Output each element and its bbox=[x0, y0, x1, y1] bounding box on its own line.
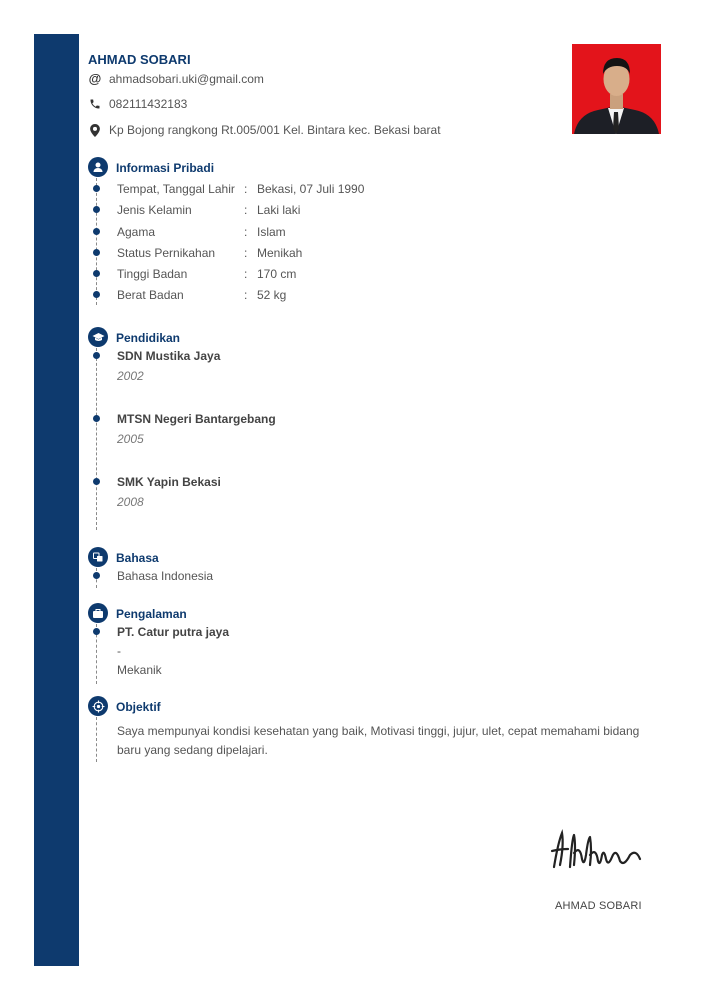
experience-role: Mekanik bbox=[117, 663, 162, 677]
briefcase-icon bbox=[88, 603, 108, 623]
profile-photo bbox=[572, 44, 661, 134]
education-year: 2005 bbox=[117, 432, 144, 446]
education-year: 2008 bbox=[117, 495, 144, 509]
personal-value: 52 kg bbox=[257, 288, 287, 302]
address-row bbox=[88, 123, 441, 137]
graduation-cap-icon bbox=[88, 327, 108, 347]
timeline-line-education bbox=[96, 348, 97, 530]
section-title-experience: Pengalaman bbox=[116, 607, 187, 621]
personal-value: Laki laki bbox=[257, 203, 301, 217]
target-icon bbox=[88, 696, 108, 716]
phone-text: 082111432183 bbox=[109, 97, 188, 111]
timeline-line-objective bbox=[96, 717, 97, 762]
section-title-education: Pendidikan bbox=[116, 331, 181, 345]
personal-label: Agama bbox=[117, 225, 156, 239]
at-icon: @ bbox=[88, 71, 102, 86]
personal-value: Menikah bbox=[257, 246, 303, 260]
translate-icon bbox=[88, 547, 108, 567]
person-icon bbox=[88, 157, 108, 177]
personal-separator: : bbox=[244, 267, 248, 281]
personal-label: Berat Badan bbox=[117, 288, 184, 302]
personal-separator: : bbox=[244, 203, 248, 217]
section-title-language: Bahasa bbox=[116, 551, 159, 565]
location-pin-icon bbox=[88, 124, 102, 137]
personal-separator: : bbox=[244, 288, 248, 302]
timeline-dot bbox=[93, 249, 100, 256]
personal-label: Tinggi Badan bbox=[117, 267, 188, 281]
candidate-name: AHMAD SOBARI bbox=[88, 52, 191, 67]
personal-separator: : bbox=[244, 182, 248, 196]
education-year: 2002 bbox=[117, 369, 144, 383]
timeline-dot bbox=[93, 291, 100, 298]
personal-label: Tempat, Tanggal Lahir bbox=[117, 182, 235, 196]
personal-value: 170 cm bbox=[257, 267, 297, 281]
phone-icon bbox=[88, 98, 102, 110]
email-text: ahmadsobari.uki@gmail.com bbox=[109, 71, 264, 86]
personal-value: Islam bbox=[257, 225, 286, 239]
timeline-dot bbox=[93, 415, 100, 422]
phone-row bbox=[88, 97, 187, 111]
timeline-dot bbox=[93, 206, 100, 213]
language-item: Bahasa Indonesia bbox=[117, 569, 214, 583]
timeline-dot bbox=[93, 270, 100, 277]
education-school: SDN Mustika Jaya bbox=[117, 349, 221, 363]
personal-separator: : bbox=[244, 246, 248, 260]
personal-separator: : bbox=[244, 225, 248, 239]
experience-period: - bbox=[117, 644, 121, 658]
timeline-dot bbox=[93, 185, 100, 192]
timeline-dot bbox=[93, 628, 100, 635]
handwritten-signature bbox=[540, 815, 650, 887]
email-row bbox=[88, 71, 264, 86]
signature-name: AHMAD SOBARI bbox=[555, 900, 642, 912]
timeline-dot bbox=[93, 478, 100, 485]
timeline-dot bbox=[93, 228, 100, 235]
address-text: Kp Bojong rangkong Rt.005/001 Kel. Bintara kec. Bekasi barat bbox=[109, 123, 441, 137]
education-school: MTSN Negeri Bantargebang bbox=[117, 412, 276, 426]
personal-value: Bekasi, 07 Juli 1990 bbox=[257, 182, 365, 196]
personal-label: Jenis Kelamin bbox=[117, 203, 192, 217]
section-title-objective: Objektif bbox=[116, 700, 161, 714]
education-school: SMK Yapin Bekasi bbox=[117, 475, 221, 489]
timeline-line-personal bbox=[96, 178, 97, 305]
section-title-personal: Informasi Pribadi bbox=[116, 161, 215, 175]
timeline-dot bbox=[93, 572, 100, 579]
experience-company: PT. Catur putra jaya bbox=[117, 625, 230, 639]
personal-label: Status Pernikahan bbox=[117, 246, 216, 260]
timeline-dot bbox=[93, 352, 100, 359]
objective-text: Saya mempunyai kondisi kesehatan yang baik, Motivasi tinggi, jujur, ulet, cepat memahami bidang baru yang sedang dipelajari. bbox=[117, 724, 640, 757]
sidebar-accent-bar bbox=[34, 34, 79, 966]
